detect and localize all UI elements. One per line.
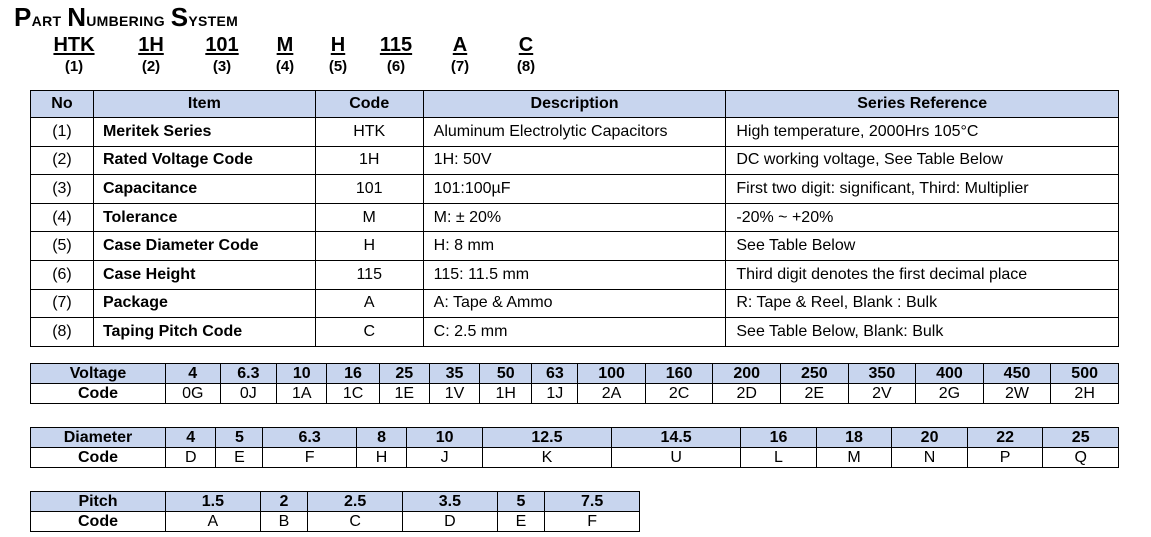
table-cell: 450: [983, 364, 1051, 384]
table-cell: See Table Below, Blank: Bulk: [726, 318, 1119, 347]
part-number-example: [0, 34, 700, 84]
table-cell: Tolerance: [93, 203, 315, 232]
table-cell: C: [308, 512, 403, 532]
table-cell: H: [315, 232, 423, 261]
table-cell: 25: [1043, 428, 1119, 448]
table-cell: 10: [407, 428, 483, 448]
table-header-row: [31, 91, 1119, 118]
row-label: Pitch: [31, 492, 166, 512]
table-cell: 1H: 50V: [423, 146, 726, 175]
table-cell: Capacitance: [93, 175, 315, 204]
table-cell: 1C: [327, 384, 379, 404]
part-number-table: [30, 90, 1119, 347]
table-cell: 2A: [578, 384, 646, 404]
table-row: [31, 364, 1119, 384]
table-cell: N: [892, 448, 968, 468]
table-cell: 1A: [277, 384, 327, 404]
table-cell: 63: [532, 364, 578, 384]
table-row: [31, 492, 640, 512]
part-number-segment: 1H (2): [138, 34, 164, 75]
table-cell: Taping Pitch Code: [93, 318, 315, 347]
table-cell: K: [482, 448, 611, 468]
table-cell: J: [407, 448, 483, 468]
table-cell: E: [497, 512, 545, 532]
table-cell: 4: [166, 428, 216, 448]
table-cell: 1E: [379, 384, 429, 404]
table-cell: Third digit denotes the first decimal place: [726, 260, 1119, 289]
part-number-segment: 115 (6): [379, 34, 413, 75]
table-cell: F: [263, 448, 356, 468]
table-row: [31, 512, 640, 532]
table-row: [31, 318, 1119, 347]
table-cell: Meritek Series: [93, 118, 315, 147]
table-cell: 5: [497, 492, 545, 512]
table-cell: 2D: [713, 384, 781, 404]
table-row: [31, 175, 1119, 204]
table-cell: C: [315, 318, 423, 347]
table-cell: (5): [31, 232, 94, 261]
table-row: [31, 232, 1119, 261]
table-row: [31, 428, 1119, 448]
table-cell: 14.5: [612, 428, 741, 448]
table-cell: 200: [713, 364, 781, 384]
table-cell: Rated Voltage Code: [93, 146, 315, 175]
table-cell: 6.3: [263, 428, 356, 448]
table-cell: (3): [31, 175, 94, 204]
table-cell: Q: [1043, 448, 1119, 468]
table-cell: L: [741, 448, 817, 468]
table-cell: C: 2.5 mm: [423, 318, 726, 347]
table-cell: D: [166, 448, 216, 468]
table-cell: D: [402, 512, 497, 532]
column-header: No: [31, 91, 94, 118]
table-cell: 0J: [220, 384, 277, 404]
table-cell: 2: [260, 492, 308, 512]
table-row: [31, 146, 1119, 175]
table-cell: 2.5: [308, 492, 403, 512]
table-cell: 2G: [916, 384, 984, 404]
table-cell: See Table Below: [726, 232, 1119, 261]
table-cell: 160: [645, 364, 713, 384]
table-cell: 25: [379, 364, 429, 384]
table-cell: E: [216, 448, 263, 468]
table-cell: M: [816, 448, 892, 468]
row-label: Code: [31, 512, 166, 532]
table-row: [31, 448, 1119, 468]
table-row: [31, 384, 1119, 404]
part-number-segment: H (5): [328, 34, 348, 75]
table-cell: 50: [480, 364, 532, 384]
table-cell: 16: [327, 364, 379, 384]
table-cell: 12.5: [482, 428, 611, 448]
table-cell: A: Tape & Ammo: [423, 289, 726, 318]
table-cell: 16: [741, 428, 817, 448]
table-cell: Package: [93, 289, 315, 318]
table-cell: R: Tape & Reel, Blank : Bulk: [726, 289, 1119, 318]
table-cell: H: 8 mm: [423, 232, 726, 261]
table-cell: 250: [781, 364, 849, 384]
table-cell: DC working voltage, See Table Below: [726, 146, 1119, 175]
table-cell: 20: [892, 428, 968, 448]
row-label: Voltage: [31, 364, 166, 384]
table-cell: M: [315, 203, 423, 232]
table-cell: 5: [216, 428, 263, 448]
table-row: [31, 118, 1119, 147]
table-cell: Aluminum Electrolytic Capacitors: [423, 118, 726, 147]
table-cell: F: [545, 512, 640, 532]
table-cell: H: [356, 448, 406, 468]
column-header: Code: [315, 91, 423, 118]
table-cell: High temperature, 2000Hrs 105°C: [726, 118, 1119, 147]
table-cell: (6): [31, 260, 94, 289]
table-cell: 350: [848, 364, 916, 384]
table-cell: Case Height: [93, 260, 315, 289]
table-cell: HTK: [315, 118, 423, 147]
part-number-segment: C (8): [516, 34, 536, 75]
table-cell: 2W: [983, 384, 1051, 404]
table-cell: 100: [578, 364, 646, 384]
table-cell: First two digit: significant, Third: Multiplier: [726, 175, 1119, 204]
table-cell: U: [612, 448, 741, 468]
column-header: Item: [93, 91, 315, 118]
table-cell: (8): [31, 318, 94, 347]
table-cell: 400: [916, 364, 984, 384]
part-number-segment: HTK (1): [53, 34, 95, 75]
table-row: [31, 260, 1119, 289]
table-cell: 101:100µF: [423, 175, 726, 204]
table-cell: P: [967, 448, 1043, 468]
table-cell: 6.3: [220, 364, 277, 384]
table-cell: 115: [315, 260, 423, 289]
table-cell: Case Diameter Code: [93, 232, 315, 261]
row-label: Code: [31, 448, 166, 468]
row-label: Diameter: [31, 428, 166, 448]
table-cell: 500: [1051, 364, 1119, 384]
table-cell: 2E: [781, 384, 849, 404]
table-cell: 2C: [645, 384, 713, 404]
table-cell: A: [315, 289, 423, 318]
pitch-code-table: [30, 491, 640, 532]
page-title: Part Numbering System: [14, 2, 239, 32]
table-cell: M: ± 20%: [423, 203, 726, 232]
table-cell: 115: 11.5 mm: [423, 260, 726, 289]
table-row: [31, 289, 1119, 318]
table-cell: 1J: [532, 384, 578, 404]
table-cell: (1): [31, 118, 94, 147]
table-cell: (4): [31, 203, 94, 232]
table-cell: 4: [166, 364, 221, 384]
table-cell: -20% ~ +20%: [726, 203, 1119, 232]
table-cell: 10: [277, 364, 327, 384]
table-cell: 18: [816, 428, 892, 448]
table-cell: 101: [315, 175, 423, 204]
table-cell: 8: [356, 428, 406, 448]
table-cell: 3.5: [402, 492, 497, 512]
table-cell: 7.5: [545, 492, 640, 512]
table-cell: 2H: [1051, 384, 1119, 404]
table-cell: 1H: [315, 146, 423, 175]
row-label: Code: [31, 384, 166, 404]
table-cell: 1H: [480, 384, 532, 404]
table-cell: 22: [967, 428, 1043, 448]
column-header: Series Reference: [726, 91, 1119, 118]
table-cell: (7): [31, 289, 94, 318]
table-cell: (2): [31, 146, 94, 175]
table-cell: 1V: [429, 384, 479, 404]
table-cell: 2V: [848, 384, 916, 404]
diameter-code-table: [30, 427, 1119, 468]
column-header: Description: [423, 91, 726, 118]
table-cell: 35: [429, 364, 479, 384]
part-number-segment: 101 (3): [205, 34, 239, 75]
table-cell: B: [260, 512, 308, 532]
table-cell: A: [166, 512, 261, 532]
voltage-code-table: [30, 363, 1119, 404]
table-row: [31, 203, 1119, 232]
table-cell: 1.5: [166, 492, 261, 512]
part-number-segment: M (4): [275, 34, 295, 75]
table-cell: 0G: [166, 384, 221, 404]
part-number-segment: A (7): [450, 34, 470, 75]
